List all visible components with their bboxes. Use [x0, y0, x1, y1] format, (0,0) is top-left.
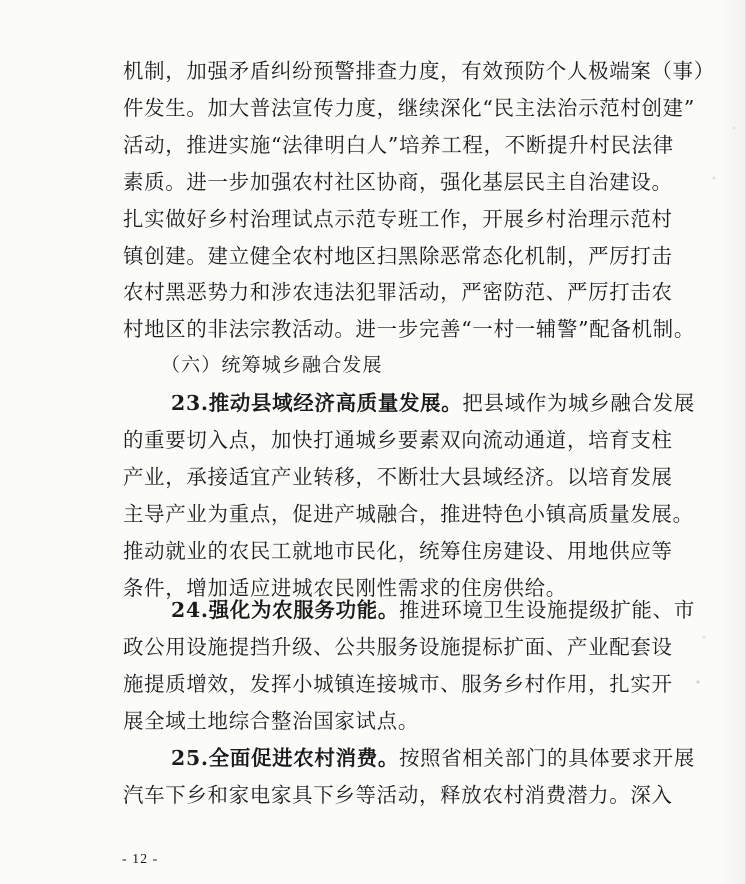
item-24-title: 24.强化为农服务功能。: [171, 598, 399, 622]
text-line: 活动，推进实施“法律明白人”培养工程，不断提升村民法律: [123, 132, 674, 157]
text-line: 汽车下乡和家电家具下乡等活动，释放农村消费潜力。深入: [123, 782, 673, 807]
item-25-first-line: [171, 740, 703, 777]
text-line: 扎实做好乡村治理试点示范专班工作，开展乡村治理示范村: [123, 206, 673, 231]
item-23-text: 把县域作为城乡融合发展: [462, 391, 695, 415]
text-line: 农村黑恶势力和涉农违法犯罪活动，严密防范、严厉打击农: [123, 280, 673, 305]
item-25-text: 按照省相关部门的具体要求开展: [399, 746, 695, 770]
text-line: 政公用设施提挡升级、公共服务设施提标扩面、产业配套设: [123, 634, 673, 659]
text-line: 推动就业的农民工就地市民化，统筹住房建设、用地供应等: [123, 538, 673, 563]
text-line: 产业，承接适宜产业转移，不断壮大县域经济。以培育发展: [123, 464, 673, 489]
text-line: 条件，增加适应进城农民刚性需求的住房供给。: [123, 575, 567, 600]
text-line: 施提质增效，发挥小城镇连接城市、服务乡村作用，扎实开: [123, 671, 673, 696]
item-23-first-line: [171, 385, 703, 422]
section-heading: （六）统筹城乡融合发展: [161, 354, 383, 376]
text-line: 素质。进一步加强农村社区协商，强化基层民主自治建设。: [123, 169, 673, 194]
text-line: 镇创建。建立健全农村地区扫黑除恶常态化机制，严厉打击: [123, 243, 673, 268]
text-line: 机制，加强矛盾纠纷预警排查力度，有效预防个人极端案（事）: [123, 59, 715, 83]
text-line: 展全域土地综合整治国家试点。: [123, 708, 419, 733]
item-23-title: 23.推动县域经济高质量发展。: [171, 391, 463, 415]
text-line: 主导产业为重点，促进产城融合，推进特色小镇高质量发展。: [123, 501, 694, 526]
item-24-first-line: [171, 592, 703, 629]
page-number: - 12 -: [122, 852, 159, 867]
text-line: 村地区的非法宗教活动。进一步完善“一村一辅警”配备机制。: [123, 317, 696, 342]
text-line: 的重要切入点，加快打通城乡要素双向流动通道，培育支柱: [123, 427, 673, 452]
text-line: 件发生。加大普法宣传力度，继续深化“民主法治示范村创建”: [123, 95, 696, 120]
item-25-title: 25.全面促进农村消费。: [171, 746, 399, 770]
item-24-text: 推进环境卫生设施提级扩能、市: [399, 598, 695, 622]
